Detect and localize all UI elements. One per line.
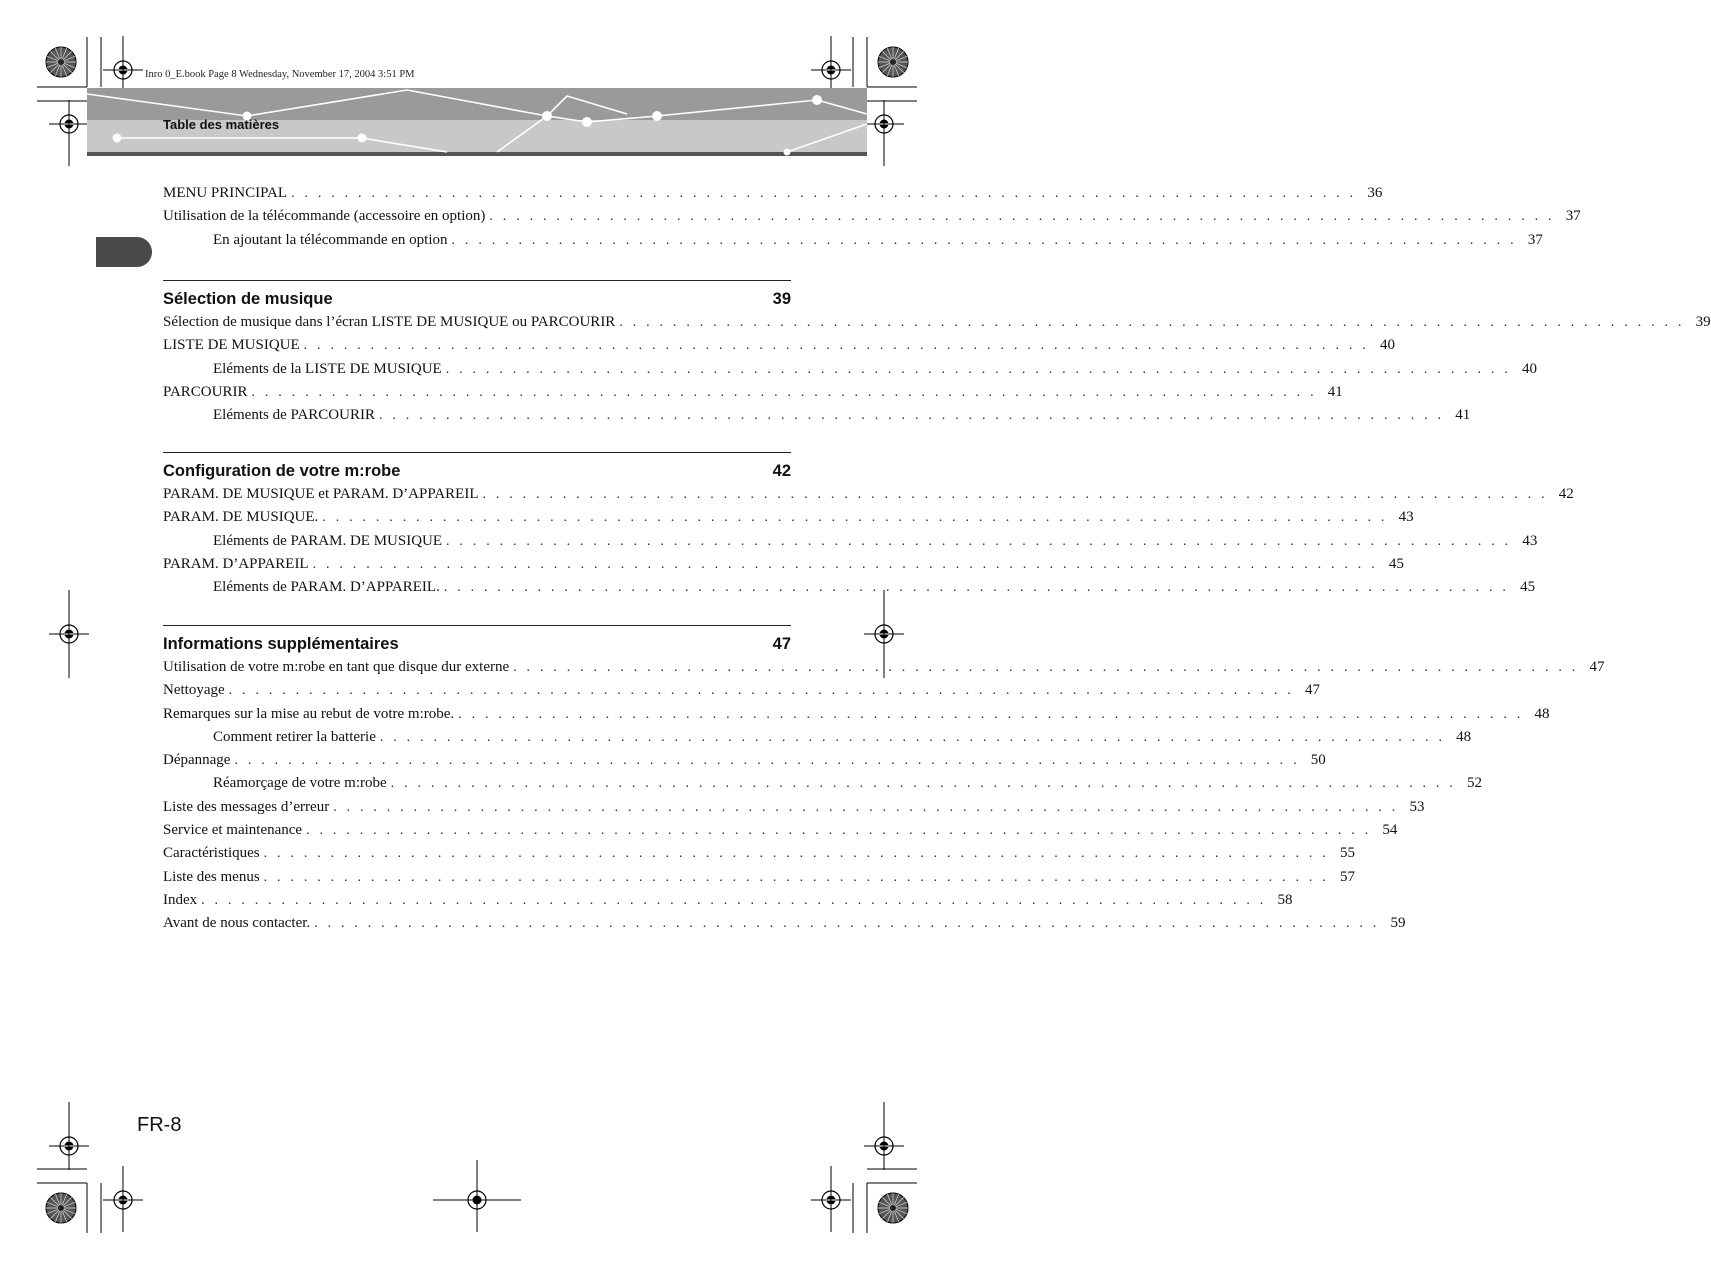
toc-entry[interactable]: [163, 381, 1343, 404]
toc-entry-label: Caractéristiques: [163, 842, 264, 865]
page-number: FR-8: [137, 1114, 182, 1136]
toc-entry-page: 36: [1367, 185, 1383, 201]
toc-section: [163, 625, 1605, 936]
toc-subentry[interactable]: [163, 726, 1472, 749]
toc-entry[interactable]: [163, 749, 1326, 772]
toc-subentry[interactable]: [163, 772, 1482, 795]
toc-section-heading[interactable]: [163, 452, 791, 483]
toc-entry-page: 58: [1277, 891, 1293, 908]
toc-entry-page: 37: [1527, 231, 1543, 248]
leader-dots: . . . . . . . . . . . . . . . . . . . . . . . . . . . . . . . . . . . . . . . . . . . . . . . . . . . . . . . . . . . . . . . . . . . . . . . . . . . . . . . .: [312, 556, 1378, 572]
section-page: 42: [772, 462, 791, 480]
toc-intro-block: [163, 182, 1581, 252]
toc-entry-label: Liste des messages d’erreur: [163, 796, 333, 819]
toc-entry[interactable]: [163, 506, 1414, 529]
toc-entry-page: 40: [1379, 337, 1395, 354]
toc-entry-label: Comment retirer la batterie: [213, 726, 380, 749]
print-metadata-line: Inro 0_E.book Page 8 Wednesday, November 17, 2004 3:51 PM: [145, 69, 415, 80]
toc-entry-label: Remarques sur la mise au rebut de votre m:robe.: [163, 703, 458, 726]
toc-entry-page: 43: [1522, 532, 1538, 549]
leader-dots: . . . . . . . . . . . . . . . . . . . . . . . . . . . . . . . . . . . . . . . . . . . . . . . . . . . . . . . . . . . . . . . . . . . . . . . . . . . . . . . .: [451, 232, 1517, 248]
toc-entry-label: Service et maintenance: [163, 819, 306, 842]
leader-dots: . . . . . . . . . . . . . . . . . . . . . . . . . . . . . . . . . . . . . . . . . . . . . . . . . . . . . . . . . . . . . . . . . . . . . . . . . . . . . . . .: [201, 892, 1267, 908]
toc-entry[interactable]: [163, 866, 1355, 889]
toc-entry-label: Eléments de PARCOURIR: [213, 404, 379, 427]
toc-section-heading[interactable]: [163, 625, 791, 656]
toc-entry[interactable]: [163, 842, 1355, 865]
toc-entry-page: 43: [1398, 509, 1414, 526]
toc-entry[interactable]: [163, 483, 1574, 506]
section-title: Informations supplémentaires: [163, 635, 399, 653]
toc-entry[interactable]: [163, 796, 1425, 819]
toc-entry-label: Dépannage: [163, 749, 234, 772]
section-title: Sélection de musique: [163, 290, 333, 308]
toc-entry-page: 53: [1409, 798, 1425, 815]
toc-entry[interactable]: [163, 205, 1581, 228]
toc-entry-page: 47: [1589, 659, 1605, 675]
leader-dots: . . . . . . . . . . . . . . . . . . . . . . . . . . . . . . . . . . . . . . . . . . . . . . . . . . . . . . . . . . . . . . . . . . . . . . . . . . . . . . . .: [234, 753, 1300, 769]
toc-entry-label: PARAM. D’APPAREIL: [163, 553, 313, 576]
toc-section: [163, 280, 1711, 427]
toc-entry[interactable]: [163, 334, 1395, 357]
toc-entry-page: 59: [1390, 915, 1406, 932]
toc-entry-label: Eléments de la LISTE DE MUSIQUE: [213, 358, 446, 381]
toc-entry-label: MENU PRINCIPAL: [163, 182, 291, 205]
leader-dots: . . . . . . . . . . . . . . . . . . . . . . . . . . . . . . . . . . . . . . . . . . . . . . . . . . . . . . . . . . . . . . . . . . . . . . . . . . . . . . . .: [443, 580, 1510, 596]
toc-entry[interactable]: [163, 679, 1320, 702]
leader-dots: . . . . . . . . . . . . . . . . . . . . . . . . . . . . . . . . . . . . . . . . . . . . . . . . . . . . . . . . . . . . . . . . . . . . . . . . . . . . . . . .: [322, 510, 1388, 526]
toc-entry-label: Utilisation de la télécommande (accessoire en option): [163, 205, 489, 228]
toc-entry-label: PARCOURIR: [163, 381, 251, 404]
toc-entry-page: 39: [1695, 314, 1711, 330]
leader-dots: . . . . . . . . . . . . . . . . . . . . . . . . . . . . . . . . . . . . . . . . . . . . . . . . . . . . . . . . . . . . . . . . . . . . . . . . . . . . . . . .: [379, 729, 1446, 745]
toc-entry-label: Liste des menus: [163, 866, 264, 889]
leader-dots: . . . . . . . . . . . . . . . . . . . . . . . . . . . . . . . . . . . . . . . . . . . . . . . . . . . . . . . . . . . . . . . . . . . . . . . . . . . . . . . .: [291, 186, 1357, 201]
toc-entry-page: 42: [1558, 486, 1574, 502]
leader-dots: . . . . . . . . . . . . . . . . . . . . . . . . . . . . . . . . . . . . . . . . . . . . . . . . . . . . . . . . . . . . . . . . . . . . . . . . . . . . . . . .: [482, 487, 1548, 502]
toc-entry[interactable]: [163, 311, 1711, 334]
toc-entry[interactable]: [163, 656, 1605, 679]
leader-dots: . . . . . . . . . . . . . . . . . . . . . . . . . . . . . . . . . . . . . . . . . . . . . . . . . . . . . . . . . . . . . . . . . . . . . . . . . . . . . . . .: [446, 533, 1512, 549]
leader-dots: . . . . . . . . . . . . . . . . . . . . . . . . . . . . . . . . . . . . . . . . . . . . . . . . . . . . . . . . . . . . . . . . . . . . . . . . . . . . . . . .: [314, 916, 1380, 932]
section-page: 47: [772, 635, 791, 653]
leader-dots: . . . . . . . . . . . . . . . . . . . . . . . . . . . . . . . . . . . . . . . . . . . . . . . . . . . . . . . . . . . . . . . . . . . . . . . . . . . . . . . .: [333, 799, 1399, 815]
running-header-title: Table des matières: [163, 117, 280, 132]
toc-entry-page: 45: [1388, 555, 1404, 572]
toc-entry-label: Avant de nous contacter.: [163, 912, 314, 935]
toc-entry-label: Index: [163, 889, 201, 912]
toc-subentry[interactable]: [163, 358, 1538, 381]
leader-dots: . . . . . . . . . . . . . . . . . . . . . . . . . . . . . . . . . . . . . . . . . . . . . . . . . . . . . . . . . . . . . . . . . . . . . . . . . . . . . . . .: [228, 683, 1294, 699]
toc-entry-page: 52: [1466, 775, 1482, 792]
toc-entry-page: 40: [1522, 360, 1538, 377]
section-title: Configuration de votre m:robe: [163, 462, 401, 480]
leader-dots: . . . . . . . . . . . . . . . . . . . . . . . . . . . . . . . . . . . . . . . . . . . . . . . . . . . . . . . . . . . . . . . . . . . . . . . . . . . . . . . .: [303, 338, 1369, 354]
toc-entry-page: 48: [1456, 728, 1472, 745]
toc-entry-label: En ajoutant la télécommande en option: [213, 229, 452, 252]
toc-section: [163, 452, 1574, 599]
chapter-thumb-tab: [96, 237, 152, 267]
toc-entry[interactable]: [163, 889, 1293, 912]
toc-entry-page: 57: [1339, 868, 1355, 885]
toc-entry-page: 41: [1455, 407, 1471, 424]
toc-entry-page: 48: [1534, 705, 1550, 722]
toc-entry-label: Eléments de PARAM. D’APPAREIL.: [213, 576, 444, 599]
leader-dots: . . . . . . . . . . . . . . . . . . . . . . . . . . . . . . . . . . . . . . . . . . . . . . . . . . . . . . . . . . . . . . . . . . . . . . . . . . . . . . . .: [263, 846, 1329, 862]
toc-entry-label: Utilisation de votre m:robe en tant que disque dur externe: [163, 656, 513, 679]
toc-entry[interactable]: [163, 703, 1550, 726]
leader-dots: . . . . . . . . . . . . . . . . . . . . . . . . . . . . . . . . . . . . . . . . . . . . . . . . . . . . . . . . . . . . . . . . . . . . . . . . . . . . . . . .: [619, 315, 1685, 330]
leader-dots: . . . . . . . . . . . . . . . . . . . . . . . . . . . . . . . . . . . . . . . . . . . . . . . . . . . . . . . . . . . . . . . . . . . . . . . . . . . . . . . .: [251, 384, 1317, 400]
toc-subentry[interactable]: [163, 229, 1543, 252]
toc-entry[interactable]: [163, 912, 1406, 935]
toc-entry-page: 45: [1520, 579, 1536, 596]
toc-entry-label: PARAM. DE MUSIQUE et PARAM. D’APPAREIL: [163, 483, 482, 506]
leader-dots: . . . . . . . . . . . . . . . . . . . . . . . . . . . . . . . . . . . . . . . . . . . . . . . . . . . . . . . . . . . . . . . . . . . . . . . . . . . . . . . .: [378, 408, 1445, 424]
toc-entry[interactable]: [163, 553, 1404, 576]
toc-entry-page: 47: [1304, 682, 1320, 699]
toc-entry-page: 55: [1339, 845, 1355, 862]
toc-subentry[interactable]: [163, 530, 1538, 553]
toc-entry-page: 54: [1382, 822, 1398, 839]
toc-entry-label: Réamorçage de votre m:robe: [213, 772, 391, 795]
leader-dots: . . . . . . . . . . . . . . . . . . . . . . . . . . . . . . . . . . . . . . . . . . . . . . . . . . . . . . . . . . . . . . . . . . . . . . . . . . . . . . . .: [263, 869, 1329, 885]
toc-entry-page: 37: [1565, 208, 1581, 225]
section-page: 39: [772, 290, 791, 308]
leader-dots: . . . . . . . . . . . . . . . . . . . . . . . . . . . . . . . . . . . . . . . . . . . . . . . . . . . . . . . . . . . . . . . . . . . . . . . . . . . . . . . .: [390, 776, 1456, 792]
leader-dots: . . . . . . . . . . . . . . . . . . . . . . . . . . . . . . . . . . . . . . . . . . . . . . . . . . . . . . . . . . . . . . . . . . . . . . . . . . . . . . . .: [458, 706, 1524, 722]
leader-dots: . . . . . . . . . . . . . . . . . . . . . . . . . . . . . . . . . . . . . . . . . . . . . . . . . . . . . . . . . . . . . . . . . . . . . . . . . . . . . . . .: [306, 823, 1372, 839]
toc-subentry[interactable]: [163, 576, 1536, 599]
toc-entry-page: 41: [1327, 383, 1343, 400]
leader-dots: . . . . . . . . . . . . . . . . . . . . . . . . . . . . . . . . . . . . . . . . . . . . . . . . . . . . . . . . . . . . . . . . . . . . . . . . . . . . . . . .: [445, 361, 1512, 377]
toc-subentry[interactable]: [163, 404, 1471, 427]
toc-entry-label: Sélection de musique dans l’écran LISTE DE MUSIQUE ou PARCOURIR: [163, 311, 619, 334]
toc-entry-label: PARAM. DE MUSIQUE.: [163, 506, 322, 529]
toc-section-heading[interactable]: [163, 280, 791, 311]
toc-entry[interactable]: [163, 819, 1398, 842]
toc-entry-label: Eléments de PARAM. DE MUSIQUE: [213, 530, 446, 553]
toc-entry-label: LISTE DE MUSIQUE: [163, 334, 304, 357]
toc-entry-label: Nettoyage: [163, 679, 229, 702]
leader-dots: . . . . . . . . . . . . . . . . . . . . . . . . . . . . . . . . . . . . . . . . . . . . . . . . . . . . . . . . . . . . . . . . . . . . . . . . . . . . . . . .: [489, 209, 1555, 225]
leader-dots: . . . . . . . . . . . . . . . . . . . . . . . . . . . . . . . . . . . . . . . . . . . . . . . . . . . . . . . . . . . . . . . . . . . . . . . . . . . . . . . .: [513, 660, 1579, 675]
toc-entry[interactable]: [163, 182, 1383, 205]
toc-entry-page: 50: [1310, 752, 1326, 769]
